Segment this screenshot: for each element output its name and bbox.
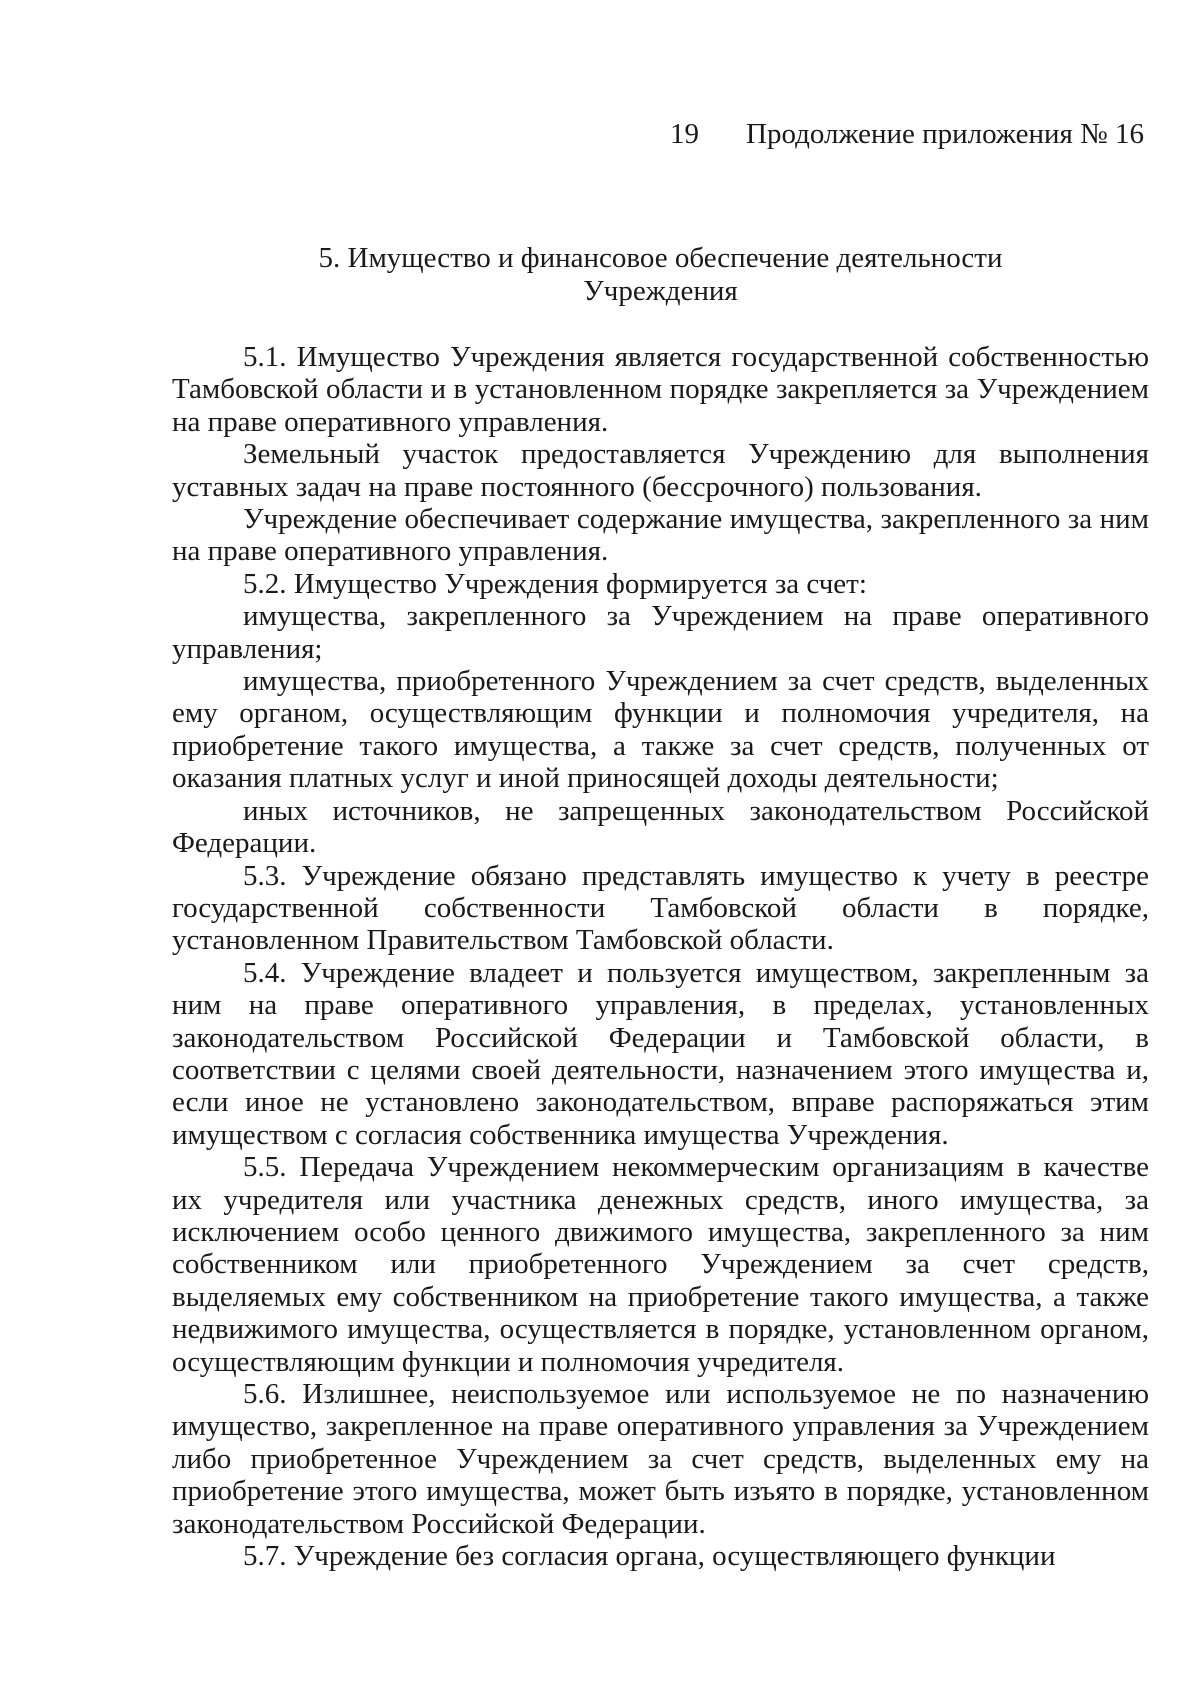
paragraph-maintenance: Учреждение обеспечивает содержание имущества, закрепленного за ним на праве оперативного управления.	[172, 503, 1149, 568]
document-body	[172, 341, 1149, 1572]
list-item-other-sources: иных источников, не запрещенных законодательством Российской Федерации.	[172, 794, 1149, 860]
paragraph-5-1: 5.1. Имущество Учреждения является государственной собственностью Тамбовской области и в установленном порядке закрепляется за Учреждением на праве оперативного управления.	[172, 341, 1149, 438]
page-header	[0, 116, 1200, 152]
paragraph-5-4: 5.4. Учреждение владеет и пользуется имуществом, закрепленным за ним на праве оперативного управления, в пределах, установленных законодательством Российской Федерации и Тамбовской области, в соответствии с целями своей деятельности, назначением этого имущества и, если иное не установлено законодательством, вправе распоряжаться этим имуществом с согласия собственника имущества Учреждения.	[172, 956, 1149, 1151]
paragraph-5-7: 5.7. Учреждение без согласия органа, осуществляющего функции	[243, 1540, 1056, 1573]
paragraph-5-6: 5.6. Излишнее, неиспользуемое или используемое не по назначению имущество, закрепленное на праве оперативного управления за Учреждением либо приобретенное Учреждением за счет средств, выделенных ему на приобретение этого имущества, может быть изъято в порядке, установленном законодательством Российской Федерации.	[172, 1378, 1149, 1540]
section-title-line-2: Учреждения	[583, 275, 738, 307]
section-title	[172, 242, 1149, 308]
page-number: 19	[670, 118, 699, 150]
list-item-acquired-property: имущества, приобретенного Учреждением за счет средств, выделенных ему органом, осуществляющим функции и полномочия учредителя, на приобретение такого имущества, а также за счет средств, полученных от оказания платных услуг и иной приносящей доходы деятельности;	[172, 665, 1149, 795]
paragraph-land-plot: Земельный участок предоставляется Учреждению для выполнения уставных задач на праве постоянного (бессрочного) пользования.	[172, 438, 1149, 503]
section-title-line-1: 5. Имущество и финансовое обеспечение деятельности	[318, 242, 1003, 274]
paragraph-5-5: 5.5. Передача Учреждением некоммерческим организациям в качестве их учредителя или участника денежных средств, иного имущества, за исключением особо ценного движимого имущества, закрепленного за ним собственником или приобретенного Учреждением за счет средств, выделяемых ему собственником на приобретение такого имущества, а также недвижимого имущества, осуществляется в порядке, установленном органом, осуществляющим функции и полномочия учредителя.	[172, 1151, 1149, 1378]
appendix-note: Продолжение приложения № 16	[746, 118, 1144, 150]
list-item-operational-property: имущества, закрепленного за Учреждением на праве оперативного управления;	[172, 600, 1149, 665]
paragraph-5-3: 5.3. Учреждение обязано представлять имущество к учету в реестре государственной собственности Тамбовской области в порядке, установленном Правительством Тамбовской области.	[172, 859, 1149, 957]
paragraph-5-2: 5.2. Имущество Учреждения формируется за счет:	[243, 567, 867, 600]
